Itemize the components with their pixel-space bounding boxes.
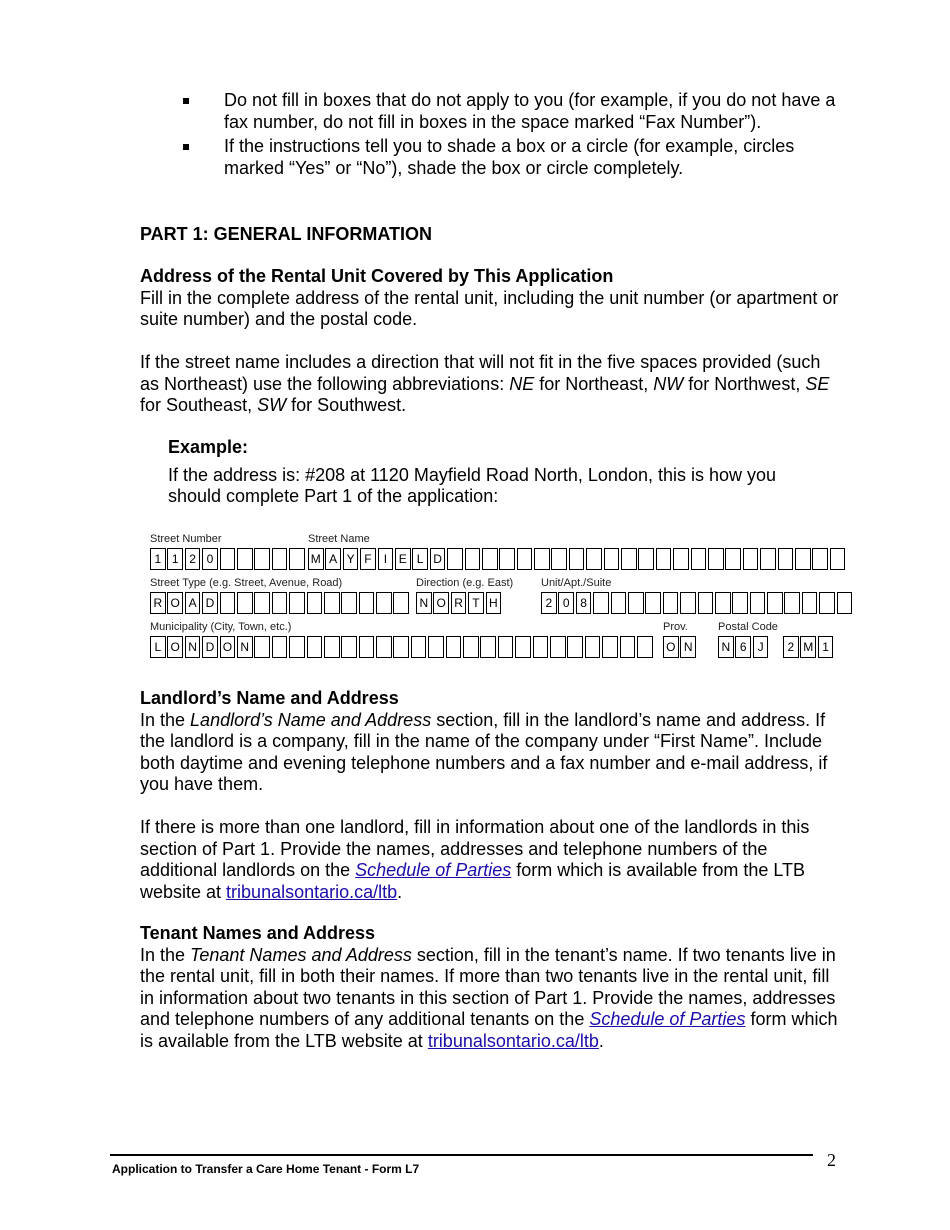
street-type-boxes: [150, 592, 411, 614]
char-box[interactable]: [778, 548, 794, 570]
char-box[interactable]: [393, 592, 409, 614]
para-text: In the: [140, 944, 191, 965]
char-box[interactable]: [465, 548, 481, 570]
char-box[interactable]: [621, 548, 637, 570]
char-box[interactable]: [680, 592, 696, 614]
char-box[interactable]: [767, 592, 783, 614]
bullet-text: Do not fill in boxes that do not apply to you (for example, if you do not have a fax number, do not fill in boxes in the space marked “Fax Number”).: [224, 90, 836, 132]
prov-label: Prov.: [663, 621, 688, 633]
char-box[interactable]: [463, 636, 479, 658]
tenant-section: [140, 923, 840, 1052]
char-box[interactable]: [585, 636, 601, 658]
char-box[interactable]: [220, 592, 236, 614]
char-box[interactable]: [715, 592, 731, 614]
instruction-bullets: [180, 90, 840, 182]
char-box[interactable]: O: [433, 592, 449, 614]
para-text: If the street name includes a direction that will not fit in the five spaces provided (such as Northeast) use the following abbreviations:: [140, 352, 821, 394]
char-box[interactable]: L: [150, 636, 166, 658]
example-heading: Example:: [168, 437, 249, 457]
char-box[interactable]: A: [185, 592, 201, 614]
char-box[interactable]: [732, 592, 748, 614]
char-box[interactable]: [784, 592, 800, 614]
char-box[interactable]: [567, 636, 583, 658]
char-box[interactable]: 1: [818, 636, 834, 658]
ltb-website-link[interactable]: tribunalsontario.ca/ltb: [226, 881, 398, 902]
char-box[interactable]: [499, 548, 515, 570]
char-box[interactable]: [289, 548, 305, 570]
char-box[interactable]: N: [416, 592, 432, 614]
char-box[interactable]: T: [468, 592, 484, 614]
abbr-se: SE: [805, 373, 830, 394]
char-box[interactable]: [550, 636, 566, 658]
street-number-label: Street Number: [150, 533, 222, 545]
char-box[interactable]: [359, 592, 375, 614]
char-box[interactable]: H: [486, 592, 502, 614]
para-text: for Southwest.: [286, 395, 407, 415]
char-box[interactable]: 8: [576, 592, 592, 614]
char-box[interactable]: [324, 636, 340, 658]
char-box[interactable]: [691, 548, 707, 570]
part1-heading: PART 1: GENERAL INFORMATION: [140, 224, 432, 244]
char-box[interactable]: [551, 548, 567, 570]
rental-address-section: [140, 266, 840, 331]
char-box[interactable]: [533, 636, 549, 658]
para-text: section, fill in the landlord’s name and address. If the landlord is a company, fill in the name of the company under “First Name”. Include both daytime and evening telephone numbers and a fax number and e-mail address, if you have them.: [140, 709, 828, 794]
char-box[interactable]: [795, 548, 811, 570]
char-box[interactable]: [515, 636, 531, 658]
municipality-label: Municipality (City, Town, etc.): [150, 621, 292, 633]
example-block: [168, 437, 828, 508]
para-text: form which is available from the LTB website at: [140, 860, 806, 902]
char-box[interactable]: 0: [558, 592, 574, 614]
rental-address-heading: Address of the Rental Unit Covered by This Application: [140, 266, 614, 286]
char-box[interactable]: N: [185, 636, 201, 658]
char-box[interactable]: [708, 548, 724, 570]
char-box[interactable]: [254, 636, 270, 658]
footer-form-title: Application to Transfer a Care Home Tenant - Form L7: [112, 1162, 420, 1176]
char-box[interactable]: [611, 592, 627, 614]
char-box[interactable]: [220, 548, 236, 570]
page-number: 2: [827, 1150, 836, 1170]
char-box[interactable]: 0: [202, 548, 218, 570]
char-box[interactable]: [604, 548, 620, 570]
char-box[interactable]: 2: [185, 548, 201, 570]
char-box[interactable]: [498, 636, 514, 658]
municipality-boxes: [150, 636, 654, 658]
char-box[interactable]: [237, 548, 253, 570]
char-box[interactable]: [750, 592, 766, 614]
char-box[interactable]: O: [663, 636, 679, 658]
example-text: If the address is: #208 at 1120 Mayfield Road North, London, this is how you should complete Part 1 of the application:: [168, 464, 777, 506]
tenant-heading: Tenant Names and Address: [140, 923, 376, 943]
direction-boxes: [416, 592, 503, 614]
square-bullet-icon: [183, 144, 189, 150]
char-box[interactable]: 1: [150, 548, 166, 570]
char-box[interactable]: [446, 636, 462, 658]
prov-boxes: [663, 636, 698, 658]
landlord-para1: [140, 710, 845, 796]
rental-address-para2: [140, 352, 840, 417]
char-box[interactable]: D: [202, 636, 218, 658]
street-number-boxes: [150, 548, 307, 570]
para-text: for Northeast,: [534, 373, 654, 394]
char-box[interactable]: 2: [541, 592, 557, 614]
char-box[interactable]: L: [412, 548, 428, 570]
char-box[interactable]: [830, 548, 846, 570]
char-box[interactable]: [837, 592, 853, 614]
char-box[interactable]: N: [680, 636, 696, 658]
char-box[interactable]: [586, 548, 602, 570]
abbr-sw: SW: [257, 395, 287, 415]
char-box[interactable]: 2: [783, 636, 799, 658]
tenant-para1: [140, 945, 840, 1053]
char-box[interactable]: N: [718, 636, 734, 658]
char-box[interactable]: Y: [343, 548, 359, 570]
char-box[interactable]: [376, 636, 392, 658]
char-box[interactable]: [289, 636, 305, 658]
char-box[interactable]: [237, 592, 253, 614]
para-text: If there is more than one landlord, fill in information about one of the landlords in this section of Part 1. Provide the names, addresses and telephone numbers of the additional landlords on the: [140, 817, 810, 880]
direction-label: Direction (e.g. East): [416, 577, 514, 589]
char-box[interactable]: [307, 636, 323, 658]
char-box[interactable]: [637, 636, 653, 658]
char-box[interactable]: 1: [167, 548, 183, 570]
char-box[interactable]: M: [308, 548, 324, 570]
char-box[interactable]: [645, 592, 661, 614]
char-box[interactable]: [569, 548, 585, 570]
char-box[interactable]: [534, 548, 550, 570]
char-box[interactable]: [620, 636, 636, 658]
char-box[interactable]: [760, 548, 776, 570]
char-box[interactable]: [393, 636, 409, 658]
char-box[interactable]: [656, 548, 672, 570]
schedule-of-parties-link[interactable]: Schedule of Parties: [589, 1009, 746, 1029]
unit-boxes: [541, 592, 854, 614]
char-box[interactable]: [341, 592, 357, 614]
char-box[interactable]: [602, 636, 618, 658]
char-box[interactable]: [819, 592, 835, 614]
ltb-website-link[interactable]: tribunalsontario.ca/ltb: [427, 1030, 599, 1051]
para-text: for Southeast,: [140, 395, 258, 415]
landlord-heading: Landlord’s Name and Address: [140, 688, 399, 708]
char-box[interactable]: [812, 548, 828, 570]
char-box[interactable]: [802, 592, 818, 614]
char-box[interactable]: [272, 548, 288, 570]
postal-code-label: Postal Code: [718, 621, 778, 633]
char-box[interactable]: [725, 548, 741, 570]
char-box[interactable]: E: [395, 548, 411, 570]
unit-label: Unit/Apt./Suite: [541, 577, 612, 589]
char-box[interactable]: [743, 548, 759, 570]
char-box[interactable]: [307, 592, 323, 614]
char-box[interactable]: I: [378, 548, 394, 570]
char-box[interactable]: [359, 636, 375, 658]
char-box[interactable]: J: [753, 636, 769, 658]
char-box[interactable]: [517, 548, 533, 570]
char-box[interactable]: D: [430, 548, 446, 570]
char-box[interactable]: [324, 592, 340, 614]
char-box[interactable]: [254, 592, 270, 614]
para-text: In the: [140, 709, 191, 730]
char-box[interactable]: [638, 548, 654, 570]
char-box[interactable]: [447, 548, 463, 570]
char-box[interactable]: [272, 636, 288, 658]
char-box[interactable]: [673, 548, 689, 570]
street-type-label: Street Type (e.g. Street, Avenue, Road): [150, 577, 343, 589]
char-box[interactable]: [593, 592, 609, 614]
char-box[interactable]: O: [220, 636, 236, 658]
char-box[interactable]: R: [451, 592, 467, 614]
bullet-item: [180, 90, 840, 133]
abbr-ne: NE: [509, 373, 535, 394]
char-box[interactable]: [289, 592, 305, 614]
para-text: section, fill in the tenant’s name. If two tenants live in the rental unit, fill in both their names. If more than two tenants live in the rental unit, fill in information about two tenants in this section of Part 1. Provide the names, addresses and telephone numbers of any additional tenants on the: [140, 944, 836, 1029]
section-name: Tenant Names and Address: [190, 944, 412, 965]
char-box[interactable]: R: [150, 592, 166, 614]
address-form-example: [148, 533, 838, 663]
footer-divider: [110, 1154, 813, 1156]
rental-address-para1: Fill in the complete address of the rental unit, including the unit number (or apartment or suite number) and the postal code.: [140, 287, 839, 329]
char-box[interactable]: [428, 636, 444, 658]
char-box[interactable]: [698, 592, 714, 614]
landlord-section: [140, 688, 845, 796]
char-box[interactable]: D: [202, 592, 218, 614]
street-name-label: Street Name: [308, 533, 370, 545]
char-box[interactable]: [254, 548, 270, 570]
char-box[interactable]: N: [237, 636, 253, 658]
para-text: .: [598, 1030, 604, 1051]
char-box[interactable]: [628, 592, 644, 614]
char-box[interactable]: [272, 592, 288, 614]
char-box[interactable]: 6: [735, 636, 751, 658]
bullet-item: [180, 136, 840, 179]
para-text: for Northwest,: [683, 373, 806, 394]
bullet-text: If the instructions tell you to shade a box or a circle (for example, circles marked “Yes” or “No”), shade the box or circle completely.: [224, 136, 795, 178]
char-box[interactable]: M: [800, 636, 816, 658]
char-box[interactable]: [411, 636, 427, 658]
schedule-of-parties-link[interactable]: Schedule of Parties: [355, 860, 512, 880]
para-text: form which is available from the LTB website at: [140, 1009, 838, 1051]
postal-code-boxes-a: [718, 636, 770, 658]
section-name: Landlord’s Name and Address: [190, 709, 432, 730]
char-box[interactable]: [663, 592, 679, 614]
street-name-boxes: [308, 548, 847, 570]
postal-code-boxes-b: [783, 636, 835, 658]
char-box[interactable]: A: [325, 548, 341, 570]
abbr-nw: NW: [653, 373, 684, 394]
char-box[interactable]: F: [360, 548, 376, 570]
landlord-para2: [140, 817, 845, 903]
char-box[interactable]: [376, 592, 392, 614]
char-box[interactable]: O: [167, 636, 183, 658]
char-box[interactable]: [480, 636, 496, 658]
square-bullet-icon: [183, 98, 189, 104]
char-box[interactable]: [482, 548, 498, 570]
char-box[interactable]: O: [167, 592, 183, 614]
char-box[interactable]: [341, 636, 357, 658]
para-text: .: [397, 881, 403, 902]
